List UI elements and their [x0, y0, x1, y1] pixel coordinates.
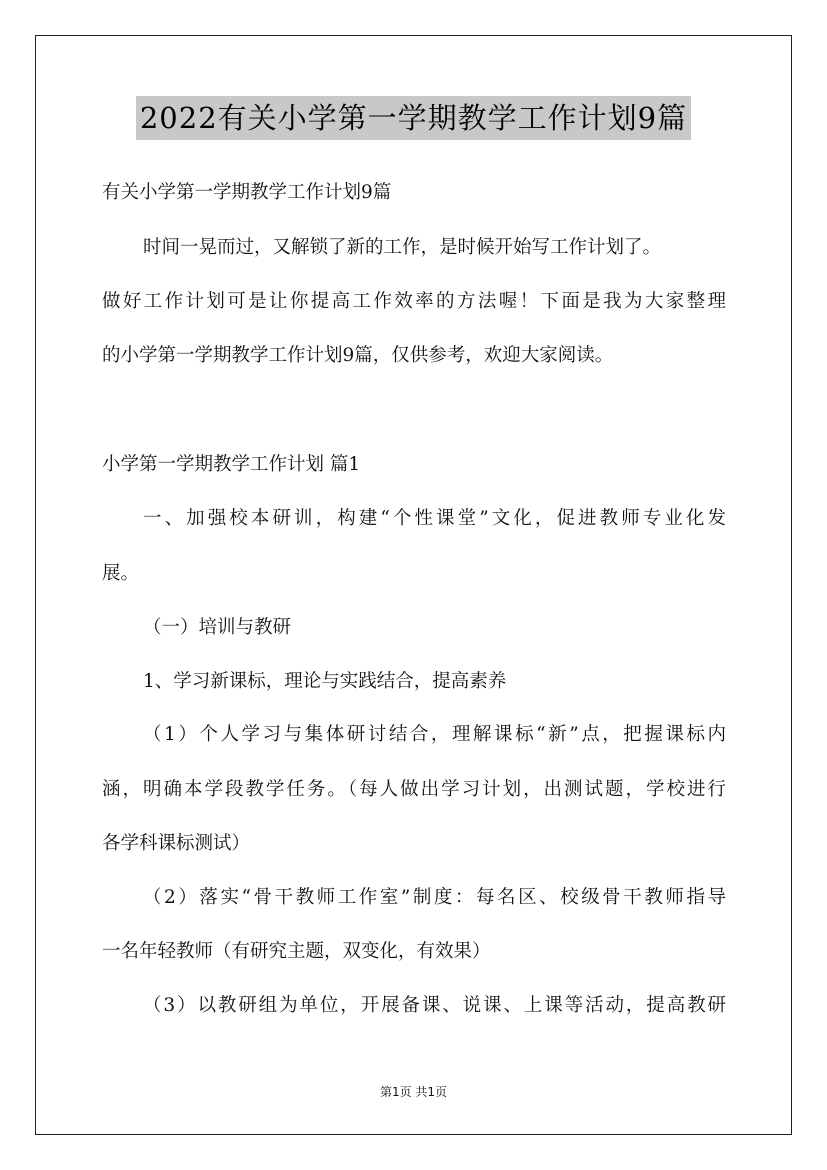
paragraph-line: （2）落实“骨干教师工作室”制度：每名区、校级骨干教师指导: [143, 887, 726, 908]
paragraph-line: 的小学第一学期教学工作计划9篇，仅供参考，欢迎大家阅读。: [102, 345, 614, 366]
section-heading: 小学第一学期教学工作计划 篇1: [102, 454, 361, 475]
page-footer: 第1页 共1页: [379, 1085, 448, 1099]
paragraph-line: 一、加强校本研训，构建“个性课堂”文化，促进教师专业化发: [143, 508, 726, 529]
paragraph-line: （一）培训与教研: [143, 617, 292, 638]
subtitle-line: 有关小学第一学期教学工作计划9篇: [102, 182, 392, 203]
document-title: 2022有关小学第一学期教学工作计划9篇: [136, 96, 691, 140]
paragraph-line: 1、学习新课标，理论与实践结合，提高素养: [143, 671, 507, 692]
paragraph-line: （1）个人学习与集体研讨结合，理解课标“新”点，把握课标内: [143, 724, 726, 745]
paragraph-line: 各学科课标测试）: [102, 833, 251, 854]
paragraph-line: 展。: [102, 563, 140, 584]
paragraph-line: 时间一晃而过，又解锁了新的工作，是时候开始写工作计划了。: [143, 237, 662, 258]
title-container: [0, 96, 827, 140]
paragraph-line: （3）以教研组为单位，开展备课、说课、上课等活动，提高教研: [143, 995, 726, 1016]
paragraph-line: 做好工作计划可是让你提高工作效率的方法喔！下面是我为大家整理: [102, 291, 726, 312]
paragraph-line: 涵，明确本学段教学任务。（每人做出学习计划，出测试题，学校进行: [102, 779, 726, 800]
paragraph-line: 一名年轻教师（有研究主题，双变化，有效果）: [102, 941, 491, 962]
